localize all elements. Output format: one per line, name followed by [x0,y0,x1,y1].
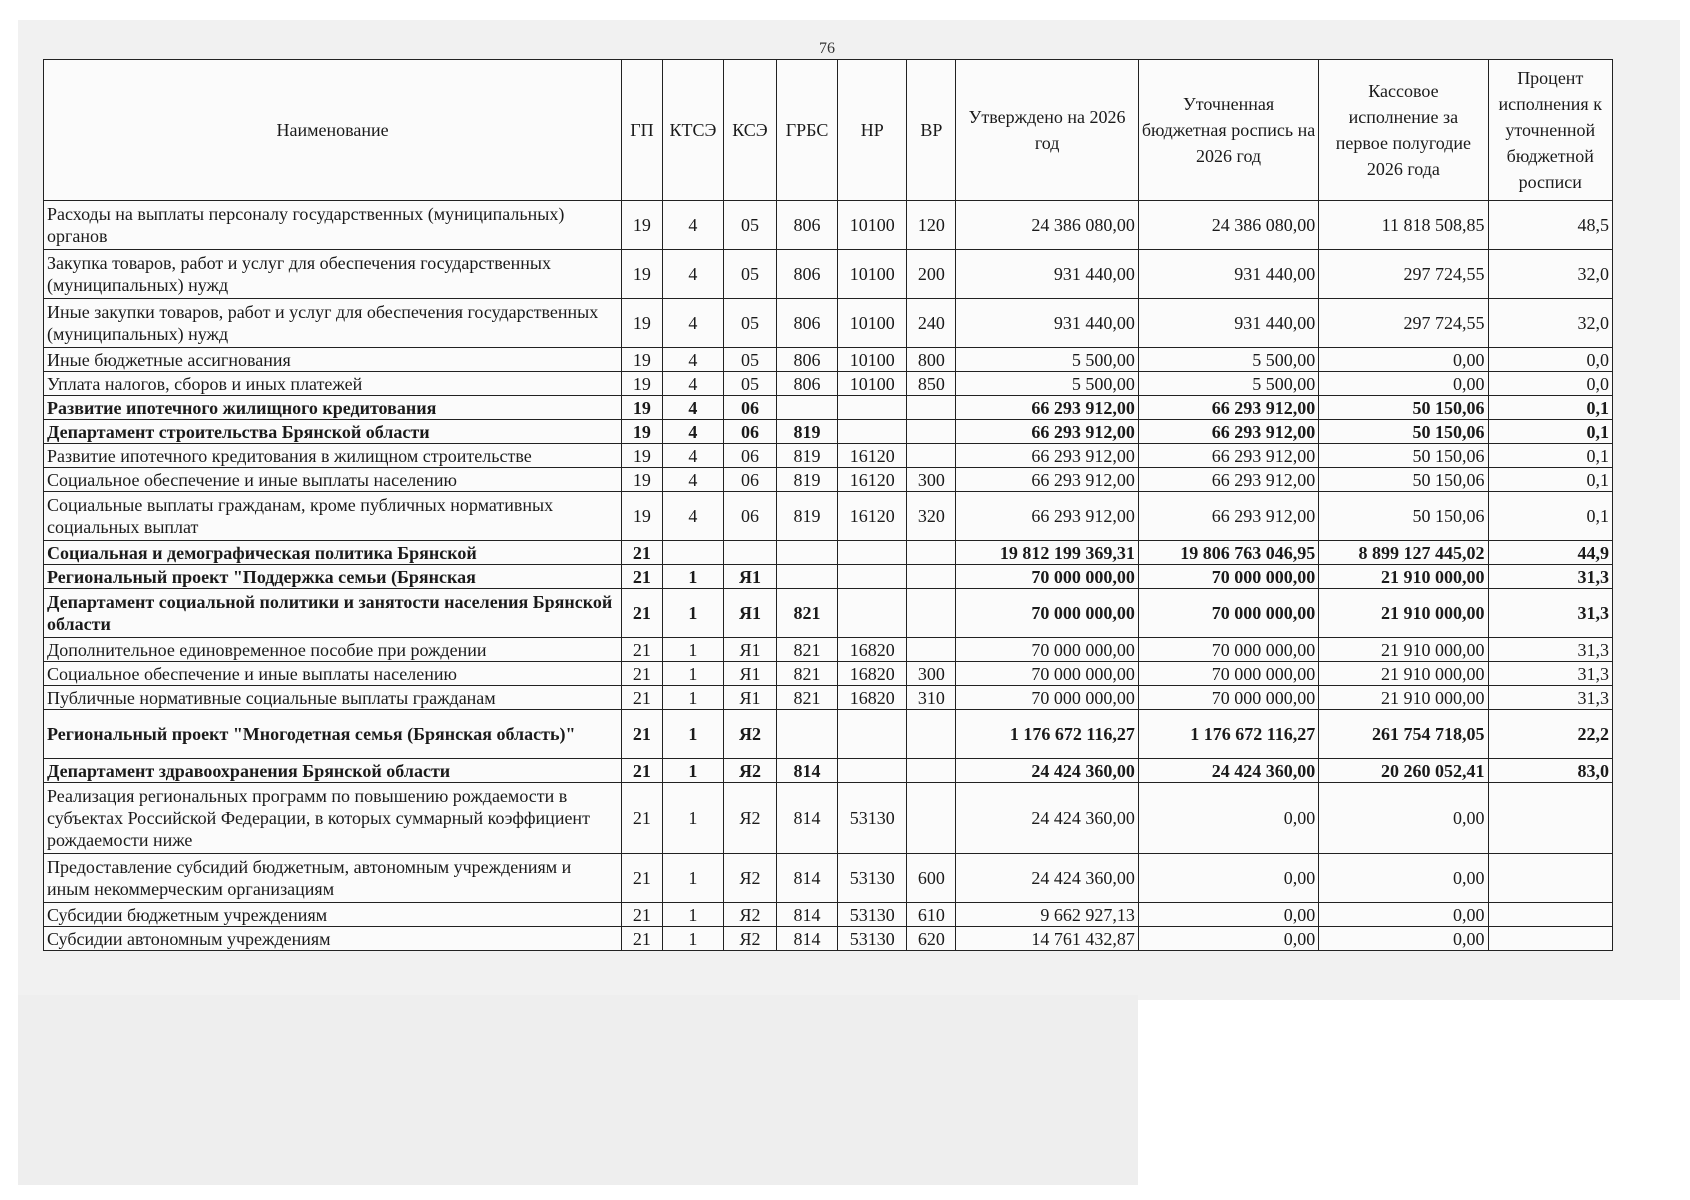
cell-gp: 19 [622,468,663,492]
cell-nr [838,710,907,759]
cell-ktse: 1 [662,854,723,903]
cell-gp: 19 [622,444,663,468]
cell-vr [907,420,956,444]
cell-grbs: 821 [776,638,837,662]
cell-percent: 31,3 [1488,638,1612,662]
cell-nr [838,589,907,638]
cell-refined: 931 440,00 [1138,250,1318,299]
cell-approved: 5 500,00 [956,372,1138,396]
cell-approved: 70 000 000,00 [956,565,1138,589]
cell-cash: 21 910 000,00 [1319,662,1488,686]
cell-kse: Я2 [723,927,776,951]
cell-cash: 8 899 127 445,02 [1319,541,1488,565]
cell-refined: 70 000 000,00 [1138,686,1318,710]
cell-ktse: 1 [662,589,723,638]
cell-nr: 16820 [838,686,907,710]
col-header-cash: Кассовое исполнение за первое полугодие 2026 года [1319,60,1488,201]
cell-grbs: 814 [776,927,837,951]
cell-vr [907,541,956,565]
table-row [44,710,1613,759]
cell-vr: 600 [907,854,956,903]
cell-vr: 320 [907,492,956,541]
header-row [44,60,1613,201]
cell-nr: 16120 [838,468,907,492]
table-row [44,565,1613,589]
cell-kse: 05 [723,201,776,250]
cell-name: Департамент здравоохранения Брянской области [44,759,622,783]
cell-cash: 21 910 000,00 [1319,589,1488,638]
cell-gp: 21 [622,710,663,759]
table-row [44,250,1613,299]
cell-name: Уплата налогов, сборов и иных платежей [44,372,622,396]
table-row [44,783,1613,854]
cell-gp: 21 [622,759,663,783]
cell-ktse: 1 [662,565,723,589]
cell-gp: 21 [622,903,663,927]
cell-kse: 05 [723,250,776,299]
cell-approved: 66 293 912,00 [956,444,1138,468]
cell-gp: 19 [622,420,663,444]
cell-gp: 21 [622,541,663,565]
cell-approved: 5 500,00 [956,348,1138,372]
cell-ktse: 4 [662,348,723,372]
table-body [44,201,1613,951]
cell-gp: 19 [622,348,663,372]
cell-approved: 70 000 000,00 [956,662,1138,686]
cell-name: Публичные нормативные социальные выплаты гражданам [44,686,622,710]
cell-refined: 66 293 912,00 [1138,492,1318,541]
cell-cash: 0,00 [1319,348,1488,372]
cell-percent: 0,0 [1488,372,1612,396]
cell-nr: 10100 [838,348,907,372]
cell-percent [1488,903,1612,927]
cell-cash: 0,00 [1319,372,1488,396]
cell-cash: 297 724,55 [1319,299,1488,348]
cell-ktse: 4 [662,468,723,492]
cell-percent [1488,927,1612,951]
cell-name: Субсидии бюджетным учреждениям [44,903,622,927]
cell-refined: 70 000 000,00 [1138,565,1318,589]
cell-gp: 19 [622,396,663,420]
cell-percent: 31,3 [1488,662,1612,686]
cell-refined: 70 000 000,00 [1138,638,1318,662]
cell-nr: 16120 [838,492,907,541]
table-row [44,759,1613,783]
table-row [44,201,1613,250]
cell-approved: 70 000 000,00 [956,686,1138,710]
cell-vr: 120 [907,201,956,250]
cell-nr [838,565,907,589]
cell-vr [907,444,956,468]
cell-name: Расходы на выплаты персоналу государственных (муниципальных) органов [44,201,622,250]
cell-cash: 50 150,06 [1319,396,1488,420]
cell-refined: 66 293 912,00 [1138,396,1318,420]
cell-approved: 24 424 360,00 [956,759,1138,783]
cell-name: Региональный проект "Многодетная семья (Брянская область)" [44,710,622,759]
cell-grbs: 806 [776,348,837,372]
cell-kse: Я2 [723,854,776,903]
budget-table [43,59,1613,951]
cell-name: Дополнительное единовременное пособие при рождении [44,638,622,662]
cell-percent: 32,0 [1488,299,1612,348]
cell-vr: 300 [907,662,956,686]
cell-kse: Я2 [723,710,776,759]
cell-refined: 5 500,00 [1138,372,1318,396]
col-header-gp: ГП [622,60,663,201]
cell-nr: 10100 [838,201,907,250]
cell-nr: 10100 [838,299,907,348]
cell-grbs: 819 [776,492,837,541]
cell-kse: 06 [723,468,776,492]
cell-vr: 620 [907,927,956,951]
cell-approved: 66 293 912,00 [956,468,1138,492]
table-row [44,686,1613,710]
cell-kse: 06 [723,396,776,420]
cell-ktse: 4 [662,299,723,348]
cell-refined: 66 293 912,00 [1138,444,1318,468]
cell-kse: Я2 [723,783,776,854]
cell-approved: 66 293 912,00 [956,396,1138,420]
cell-cash: 0,00 [1319,903,1488,927]
table-row [44,927,1613,951]
cell-gp: 21 [622,927,663,951]
cell-cash: 0,00 [1319,927,1488,951]
cell-name: Социальное обеспечение и иные выплаты населению [44,468,622,492]
cell-ktse: 1 [662,783,723,854]
cell-percent: 0,1 [1488,420,1612,444]
cell-kse [723,541,776,565]
cell-gp: 19 [622,201,663,250]
cell-vr: 850 [907,372,956,396]
cell-kse: 05 [723,372,776,396]
cell-ktse [662,541,723,565]
col-header-name: Наименование [44,60,622,201]
cell-ktse: 1 [662,927,723,951]
cell-nr [838,541,907,565]
cell-nr: 10100 [838,372,907,396]
cell-percent [1488,783,1612,854]
cell-name: Социальные выплаты гражданам, кроме публичных нормативных социальных выплат [44,492,622,541]
cell-approved: 931 440,00 [956,299,1138,348]
cell-approved: 19 812 199 369,31 [956,541,1138,565]
cell-vr: 310 [907,686,956,710]
cell-refined: 66 293 912,00 [1138,420,1318,444]
cell-name: Субсидии автономным учреждениям [44,927,622,951]
cell-cash: 50 150,06 [1319,468,1488,492]
cell-gp: 19 [622,372,663,396]
cell-cash: 297 724,55 [1319,250,1488,299]
cell-grbs: 821 [776,589,837,638]
cell-approved: 70 000 000,00 [956,589,1138,638]
cell-percent: 44,9 [1488,541,1612,565]
cell-refined: 1 176 672 116,27 [1138,710,1318,759]
cell-name: Развитие ипотечного жилищного кредитования [44,396,622,420]
cell-refined: 5 500,00 [1138,348,1318,372]
table-row [44,468,1613,492]
cell-refined: 931 440,00 [1138,299,1318,348]
cell-percent: 48,5 [1488,201,1612,250]
cell-gp: 21 [622,565,663,589]
cell-percent: 83,0 [1488,759,1612,783]
table-row [44,638,1613,662]
cell-name: Закупка товаров, работ и услуг для обеспечения государственных (муниципальных) нужд [44,250,622,299]
cell-vr: 300 [907,468,956,492]
cell-kse: Я1 [723,565,776,589]
cell-approved: 931 440,00 [956,250,1138,299]
col-header-kse: КСЭ [723,60,776,201]
cell-refined: 66 293 912,00 [1138,468,1318,492]
col-header-grbs: ГРБС [776,60,837,201]
cell-grbs [776,565,837,589]
cell-vr [907,396,956,420]
cell-name: Социальное обеспечение и иные выплаты населению [44,662,622,686]
cell-grbs: 806 [776,372,837,396]
cell-ktse: 1 [662,903,723,927]
cell-cash: 0,00 [1319,854,1488,903]
cell-grbs [776,710,837,759]
cell-name: Реализация региональных программ по повышению рождаемости в субъектах Российской Федерации, в которых суммарный коэффициент рождаемости ниже [44,783,622,854]
cell-gp: 21 [622,854,663,903]
cell-approved: 24 424 360,00 [956,783,1138,854]
cell-vr: 240 [907,299,956,348]
cell-grbs: 806 [776,201,837,250]
cell-vr [907,759,956,783]
col-header-refined: Уточненная бюджетная роспись на 2026 год [1138,60,1318,201]
table-row [44,299,1613,348]
cell-ktse: 4 [662,201,723,250]
cell-gp: 19 [622,250,663,299]
cell-vr [907,565,956,589]
cell-cash: 21 910 000,00 [1319,638,1488,662]
cell-grbs: 819 [776,420,837,444]
cell-approved: 1 176 672 116,27 [956,710,1138,759]
cell-name: Социальная и демографическая политика Брянской [44,541,622,565]
table-row [44,492,1613,541]
cell-ktse: 1 [662,686,723,710]
table-row [44,854,1613,903]
cell-percent: 31,3 [1488,686,1612,710]
cell-grbs: 814 [776,783,837,854]
cell-approved: 24 424 360,00 [956,854,1138,903]
cell-refined: 19 806 763 046,95 [1138,541,1318,565]
cell-refined: 70 000 000,00 [1138,662,1318,686]
scan-background-lower [18,995,1138,1185]
cell-percent: 0,1 [1488,444,1612,468]
cell-nr: 53130 [838,927,907,951]
cell-name: Развитие ипотечного кредитования в жилищном строительстве [44,444,622,468]
table-row [44,662,1613,686]
cell-gp: 21 [622,783,663,854]
cell-name: Предоставление субсидий бюджетным, автономным учреждениям и иным некоммерческим организациям [44,854,622,903]
cell-kse: Я2 [723,903,776,927]
cell-name: Департамент строительства Брянской области [44,420,622,444]
cell-vr [907,638,956,662]
table-row [44,372,1613,396]
cell-approved: 14 761 432,87 [956,927,1138,951]
cell-grbs [776,541,837,565]
cell-approved: 24 386 080,00 [956,201,1138,250]
cell-refined: 0,00 [1138,854,1318,903]
cell-cash: 21 910 000,00 [1319,686,1488,710]
table-row [44,420,1613,444]
cell-ktse: 4 [662,492,723,541]
cell-gp: 19 [622,492,663,541]
cell-cash: 50 150,06 [1319,420,1488,444]
cell-grbs: 806 [776,250,837,299]
col-header-ktse: КТСЭ [662,60,723,201]
cell-name: Департамент социальной политики и занятости населения Брянской области [44,589,622,638]
cell-vr: 200 [907,250,956,299]
cell-nr: 16820 [838,638,907,662]
cell-kse: 05 [723,348,776,372]
col-header-vr: ВР [907,60,956,201]
cell-grbs: 814 [776,903,837,927]
table-row [44,396,1613,420]
table-row [44,541,1613,565]
cell-grbs: 821 [776,686,837,710]
cell-ktse: 1 [662,710,723,759]
cell-nr [838,420,907,444]
cell-ktse: 4 [662,372,723,396]
cell-nr [838,396,907,420]
cell-vr [907,589,956,638]
cell-cash: 20 260 052,41 [1319,759,1488,783]
cell-vr [907,710,956,759]
cell-grbs: 806 [776,299,837,348]
cell-grbs: 814 [776,854,837,903]
cell-percent: 31,3 [1488,565,1612,589]
cell-cash: 50 150,06 [1319,444,1488,468]
cell-kse: Я1 [723,686,776,710]
col-header-approved: Утверждено на 2026 год [956,60,1138,201]
cell-grbs: 814 [776,759,837,783]
cell-refined: 24 386 080,00 [1138,201,1318,250]
cell-percent: 0,1 [1488,492,1612,541]
cell-gp: 21 [622,589,663,638]
page-number: 76 [819,40,835,57]
cell-percent [1488,854,1612,903]
cell-approved: 66 293 912,00 [956,492,1138,541]
cell-vr: 800 [907,348,956,372]
cell-percent: 0,0 [1488,348,1612,372]
table-row [44,903,1613,927]
table-row [44,444,1613,468]
cell-name: Иные бюджетные ассигнования [44,348,622,372]
cell-kse: 06 [723,420,776,444]
cell-approved: 66 293 912,00 [956,420,1138,444]
cell-kse: Я1 [723,589,776,638]
cell-cash: 50 150,06 [1319,492,1488,541]
cell-kse: Я1 [723,662,776,686]
table-row [44,589,1613,638]
cell-grbs: 821 [776,662,837,686]
cell-cash: 0,00 [1319,783,1488,854]
cell-percent: 31,3 [1488,589,1612,638]
cell-percent: 0,1 [1488,468,1612,492]
cell-nr: 53130 [838,854,907,903]
cell-kse: 06 [723,444,776,468]
cell-grbs [776,396,837,420]
cell-vr: 610 [907,903,956,927]
cell-grbs: 819 [776,444,837,468]
cell-nr: 16820 [838,662,907,686]
cell-grbs: 819 [776,468,837,492]
cell-kse: Я2 [723,759,776,783]
cell-kse: 06 [723,492,776,541]
cell-refined: 70 000 000,00 [1138,589,1318,638]
table-row [44,348,1613,372]
cell-vr [907,783,956,854]
cell-nr [838,759,907,783]
cell-ktse: 4 [662,420,723,444]
cell-approved: 9 662 927,13 [956,903,1138,927]
cell-approved: 70 000 000,00 [956,638,1138,662]
cell-ktse: 4 [662,250,723,299]
cell-refined: 0,00 [1138,927,1318,951]
cell-cash: 261 754 718,05 [1319,710,1488,759]
cell-ktse: 4 [662,444,723,468]
cell-gp: 19 [622,299,663,348]
cell-ktse: 4 [662,396,723,420]
cell-gp: 21 [622,638,663,662]
cell-percent: 32,0 [1488,250,1612,299]
cell-gp: 21 [622,662,663,686]
cell-cash: 11 818 508,85 [1319,201,1488,250]
col-header-percent: Процент исполнения к уточненной бюджетной росписи [1488,60,1612,201]
cell-nr: 53130 [838,903,907,927]
cell-kse: Я1 [723,638,776,662]
cell-ktse: 1 [662,662,723,686]
cell-ktse: 1 [662,759,723,783]
cell-gp: 21 [622,686,663,710]
cell-percent: 0,1 [1488,396,1612,420]
cell-nr: 10100 [838,250,907,299]
cell-percent: 22,2 [1488,710,1612,759]
cell-nr: 53130 [838,783,907,854]
cell-refined: 24 424 360,00 [1138,759,1318,783]
cell-refined: 0,00 [1138,903,1318,927]
cell-cash: 21 910 000,00 [1319,565,1488,589]
cell-name: Иные закупки товаров, работ и услуг для обеспечения государственных (муниципальных) нужд [44,299,622,348]
cell-refined: 0,00 [1138,783,1318,854]
col-header-nr: НР [838,60,907,201]
cell-name: Региональный проект "Поддержка семьи (Брянская [44,565,622,589]
cell-nr: 16120 [838,444,907,468]
cell-ktse: 1 [662,638,723,662]
cell-kse: 05 [723,299,776,348]
